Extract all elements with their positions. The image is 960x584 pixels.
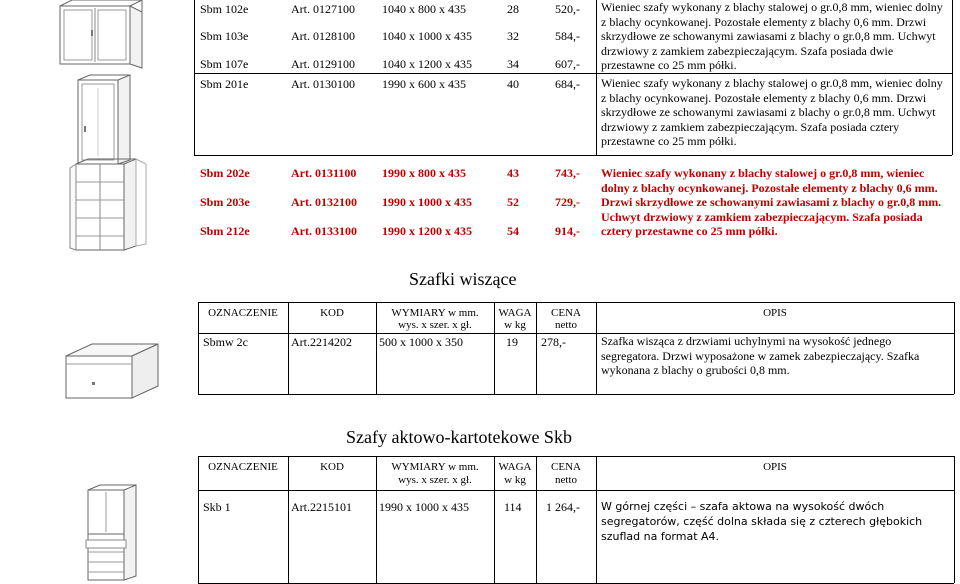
- product-price: 607,-: [555, 57, 580, 71]
- grid-line: [194, 0, 195, 155]
- product-code: Art. 0132100: [291, 195, 357, 209]
- product-name: Sbm 212e: [200, 224, 250, 238]
- header-cena-sub: netto: [555, 474, 577, 486]
- product-code: Art. 0129100: [291, 57, 355, 71]
- product-description: Wieniec szafy wykonany z blachy stalowej o gr.0,8 mm, wieniec dolny z blachy ocynkowanej. Pozostałe elementy z blachy 0,6 mm. Drzwi skrzydłowe ze schowanymi zawiasami z blachy o gr.0,8 mm. Uchwyt drzwiowy z zamkiem zabezpieczającym. Szafa posiada cztery przestawne co 25 mm półki.: [601, 76, 943, 148]
- product-price: 743,-: [555, 166, 580, 180]
- product-name: Sbm 202e: [200, 166, 250, 180]
- product-weight: 114: [504, 500, 522, 514]
- grid-line: [954, 302, 955, 394]
- product-dims: 1990 x 1200 x 435: [382, 224, 472, 238]
- product-name: Sbmw 2c: [203, 335, 248, 349]
- product-price: 1 264,-: [546, 500, 580, 514]
- grid-line: [596, 0, 597, 155]
- product-price: 684,-: [555, 77, 580, 91]
- header-cena: CENA: [551, 461, 581, 473]
- product-price: 729,-: [555, 195, 580, 209]
- product-code: Art. 0131100: [291, 166, 357, 180]
- low-cabinet-icon: [58, 4, 148, 68]
- product-code: Art. 0130100: [291, 77, 355, 91]
- grid-line: [194, 155, 952, 156]
- product-description: Wieniec szafy wykonany z blachy stalowej o gr.0,8 mm, wieniec dolny z blachy ocynkowanej. Pozostałe elementy z blachy 0,6 mm. Drzwi skrzydłowe ze schowanymi zawiasami z blachy o gr.0,8 mm. Uchwyt drzwiowy z zamkiem zabezpieczającym. Szafa posiada cztery przestawne co 25 mm półki.: [601, 166, 942, 238]
- product-price: 914,-: [555, 224, 580, 238]
- header-waga: WAGA: [498, 307, 532, 319]
- product-name: Sbm 103e: [200, 29, 249, 43]
- product-weight: 34: [507, 57, 519, 71]
- header-wymiary: WYMIARY w mm.: [391, 307, 479, 319]
- product-name: Skb 1: [203, 500, 231, 514]
- header-kod: KOD: [320, 461, 344, 473]
- product-name: Sbm 107e: [200, 57, 249, 71]
- section-title: Szafy aktowo-kartotekowe Skb: [346, 427, 572, 447]
- wall-cabinet-icon: [62, 342, 162, 402]
- header-waga-sub: w kg: [504, 319, 526, 331]
- product-code: Art. 0127100: [291, 2, 355, 16]
- tall-double-cabinet-icon: [70, 158, 150, 252]
- product-weight: 32: [507, 29, 519, 43]
- section-title: Szafki wiszące: [409, 269, 517, 289]
- product-name: Sbm 201e: [200, 77, 249, 91]
- grid-line: [952, 0, 953, 155]
- product-name: Sbm 102e: [200, 2, 249, 16]
- grid-line: [954, 456, 955, 583]
- product-weight: 40: [507, 77, 519, 91]
- grid-line: [198, 302, 954, 303]
- header-oznaczenie: OZNACZENIE: [208, 461, 278, 473]
- product-dims: 1990 x 1000 x 435: [379, 500, 469, 514]
- header-opis: OPIS: [763, 461, 787, 473]
- product-price: 278,-: [541, 335, 566, 349]
- filing-cabinet-icon: [84, 484, 140, 582]
- product-dims: 1990 x 600 x 435: [382, 77, 466, 91]
- product-dims: 500 x 1000 x 350: [379, 335, 463, 349]
- grid-line: [198, 456, 199, 583]
- grid-line: [198, 490, 954, 491]
- grid-line: [194, 73, 952, 74]
- product-weight: 19: [506, 335, 518, 349]
- header-wymiary-sub: wys. x szer. x gł.: [398, 474, 472, 486]
- header-kod: KOD: [320, 307, 344, 319]
- header-wymiary: WYMIARY w mm.: [391, 461, 479, 473]
- product-description: Szafka wisząca z drzwiami uchylnymi na wysokość jednego segregatora. Drzwi wyposażone w zamek zabezpieczający. Szafka wykonana z blachy o grubości 0,8 mm.: [601, 334, 920, 377]
- header-opis: OPIS: [763, 307, 787, 319]
- product-price: 520,-: [555, 2, 580, 16]
- grid-line: [596, 456, 597, 583]
- product-dims: 1040 x 1200 x 435: [382, 57, 472, 71]
- header-cena-sub: netto: [555, 319, 577, 331]
- product-description: Wieniec szafy wykonany z blachy stalowej o gr.0,8 mm, wieniec dolny z blachy ocynkowanej. Pozostałe elementy z blachy 0,6 mm. Drzwi skrzydłowe ze schowanymi zawiasami z blachy o gr.0,8 mm. Uchwyt drzwiowy z zamkiem zabezpieczającym. Szafa posiada dwie przestawne co 25 mm półki.: [601, 0, 943, 72]
- product-name: Sbm 203e: [200, 195, 250, 209]
- header-cena: CENA: [551, 307, 581, 319]
- product-weight: 28: [507, 2, 519, 16]
- product-weight: 52: [507, 195, 519, 209]
- product-code: Art.2215101: [291, 500, 352, 514]
- product-weight: 54: [507, 224, 519, 238]
- product-code: Art.2214202: [291, 335, 352, 349]
- grid-line: [288, 456, 289, 583]
- product-description: W górnej części – szafa aktowa na wysokość dwóch segregatorów, część dolna składa się z czterech głębokich szuflad na format A4.: [601, 500, 923, 543]
- product-weight: 43: [507, 166, 519, 180]
- product-code: Art. 0128100: [291, 29, 355, 43]
- product-price: 584,-: [555, 29, 580, 43]
- product-dims: 1040 x 800 x 435: [382, 2, 466, 16]
- tall-single-cabinet-icon: [76, 74, 136, 166]
- header-waga-sub: w kg: [504, 474, 526, 486]
- header-waga: WAGA: [498, 461, 532, 473]
- product-dims: 1990 x 800 x 435: [382, 166, 466, 180]
- grid-line: [198, 456, 954, 457]
- product-code: Art. 0133100: [291, 224, 357, 238]
- product-dims: 1040 x 1000 x 435: [382, 29, 472, 43]
- header-wymiary-sub: wys. x szer. x gł.: [398, 319, 472, 331]
- product-dims: 1990 x 1000 x 435: [382, 195, 472, 209]
- grid-line: [198, 394, 954, 395]
- header-oznaczenie: OZNACZENIE: [208, 307, 278, 319]
